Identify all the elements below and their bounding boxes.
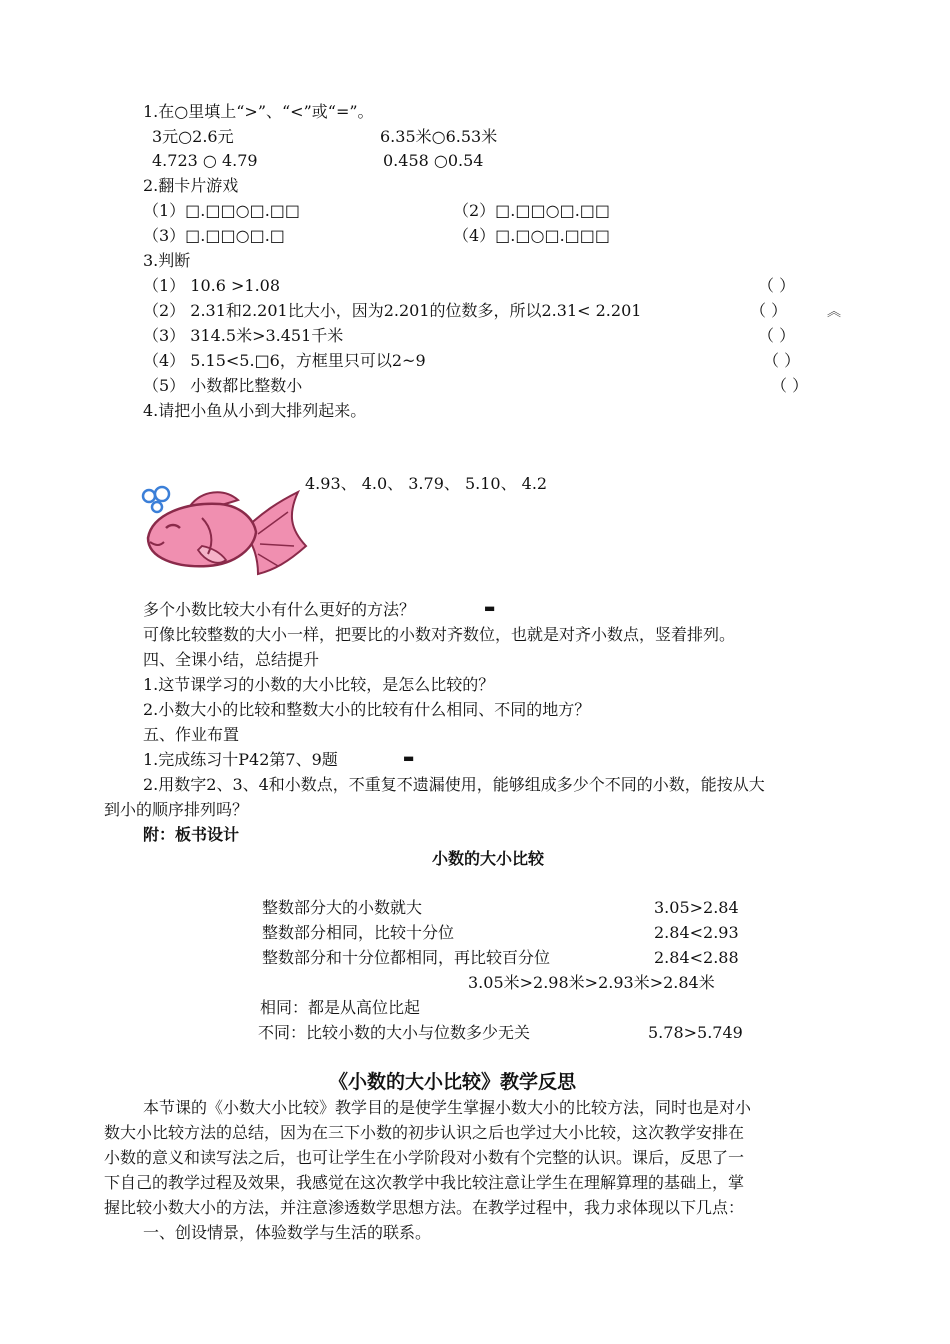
bubble-icon	[152, 502, 162, 512]
judgement-item: （3） 314.5米>3.451千米	[143, 326, 344, 345]
comment-marker-icon: ▬	[403, 751, 415, 765]
board-rule: 整数部分相同，比较十分位	[262, 923, 455, 942]
fish-body	[148, 504, 256, 566]
exercise-1-item-a: 3元○2.6元	[152, 127, 234, 146]
answer-bracket: （ ）	[758, 276, 796, 295]
method-question: 多个小数比较大小有什么更好的方法？	[143, 600, 416, 619]
bubble-icon	[155, 487, 169, 501]
fish-illustration	[138, 484, 310, 576]
bubble-icon	[143, 490, 155, 502]
summary-question: 2.小数大小的比较和整数大小的比较有什么相同、不同的地方？	[143, 700, 591, 719]
board-diff: 不同：比较小数的大小与位数多少无关	[258, 1023, 531, 1042]
answer-bracket: （ ）	[758, 326, 796, 345]
section-heading: 五、作业布置	[143, 725, 240, 744]
board-chain: 3.05米>2.98米>2.93米>2.84米	[468, 973, 715, 992]
homework-item: 1.完成练习十P42第7、9题	[143, 750, 338, 769]
judgement-item: （1） 10.6 >1.08	[143, 276, 281, 295]
reflection-line: 小数的意义和读写法之后，也可让学生在小学阶段对小数有个完整的认识。课后，反思了一	[104, 1148, 745, 1167]
card-game-item: （4）□.□○□.□□□	[453, 226, 611, 245]
section-heading: 四、全课小结，总结提升	[143, 650, 320, 669]
judgement-item: （2） 2.31和2.201比大小，因为2.201的位数多，所以2.31< 2.201	[143, 301, 642, 320]
comment-marker-icon: ▬	[484, 601, 496, 615]
fish-numbers: 4.93、 4.0、 3.79、 5.10、 4.2	[305, 474, 548, 493]
summary-question: 1.这节课学习的小数的大小比较，是怎么比较的？	[143, 675, 495, 694]
method-answer: 可像比较整数的大小一样，把要比的小数对齐数位，也就是对齐小数点，竖着排列。	[143, 625, 736, 644]
exercise-1-item-b: 6.35米○6.53米	[380, 127, 498, 146]
board-example: 5.78>5.749	[648, 1023, 743, 1042]
answer-bracket: （ ）	[750, 301, 788, 320]
board-title: 小数的大小比较	[432, 849, 545, 868]
board-example: 2.84<2.88	[654, 948, 739, 967]
reflection-line: 本节课的《小数大小比较》教学目的是使学生掌握小数大小的比较方法，同时也是对小	[143, 1098, 752, 1117]
card-game-item: （2）□.□□○□.□□	[453, 201, 611, 220]
board-design-label: 附：板书设计	[143, 825, 240, 844]
card-game-item: （3）□.□□○□.□	[143, 226, 285, 245]
exercise-3-title: 3.判断	[143, 251, 191, 270]
board-same: 相同：都是从高位比起	[260, 998, 421, 1017]
exercise-2-title: 2.翻卡片游戏	[143, 176, 239, 195]
reflection-title: 《小数的大小比较》教学反思	[329, 1071, 577, 1093]
judgement-item: （5） 小数都比整数小	[143, 376, 303, 395]
reflection-line: 数大小比较方法的总结，因为在三下小数的初步认识之后也学过大小比较，这次教学安排在	[104, 1123, 745, 1142]
exercise-1-item-c: 4.723 ○ 4.79	[152, 151, 258, 170]
homework-item: 2.用数字2、3、4和小数点，不重复不遗漏使用，能够组成多少个不同的小数，能按从大	[143, 775, 765, 794]
card-game-item: （1）□.□□○□.□□	[143, 201, 301, 220]
judgement-item: （4） 5.15<5.□6，方框里只可以2~9	[143, 351, 426, 370]
board-rule: 整数部分大的小数就大	[262, 898, 423, 917]
answer-bracket: （ ）	[771, 376, 809, 395]
double-chevron-up-icon: ︽	[827, 304, 841, 320]
board-example: 2.84<2.93	[654, 923, 739, 942]
board-example: 3.05>2.84	[654, 898, 739, 917]
reflection-line: 握比较小数大小的方法，并注意渗透数学思想方法。在教学过程中，我力求体现以下几点：	[104, 1198, 745, 1217]
exercise-1-title: 1.在○里填上“>”、“<”或“=”。	[143, 102, 374, 121]
exercise-1-item-d: 0.458 ○0.54	[383, 151, 484, 170]
reflection-line: 一、创设情景，体验数学与生活的联系。	[143, 1223, 432, 1242]
homework-item-continued: 到小的顺序排列吗？	[104, 800, 249, 819]
answer-bracket: （ ）	[763, 351, 801, 370]
exercise-4-title: 4.请把小鱼从小到大排列起来。	[143, 401, 367, 420]
reflection-line: 下自己的教学过程及效果，我感觉在这次教学中我比较注意让学生在理解算理的基础上，掌	[104, 1173, 745, 1192]
board-rule: 整数部分和十分位都相同，再比较百分位	[262, 948, 551, 967]
